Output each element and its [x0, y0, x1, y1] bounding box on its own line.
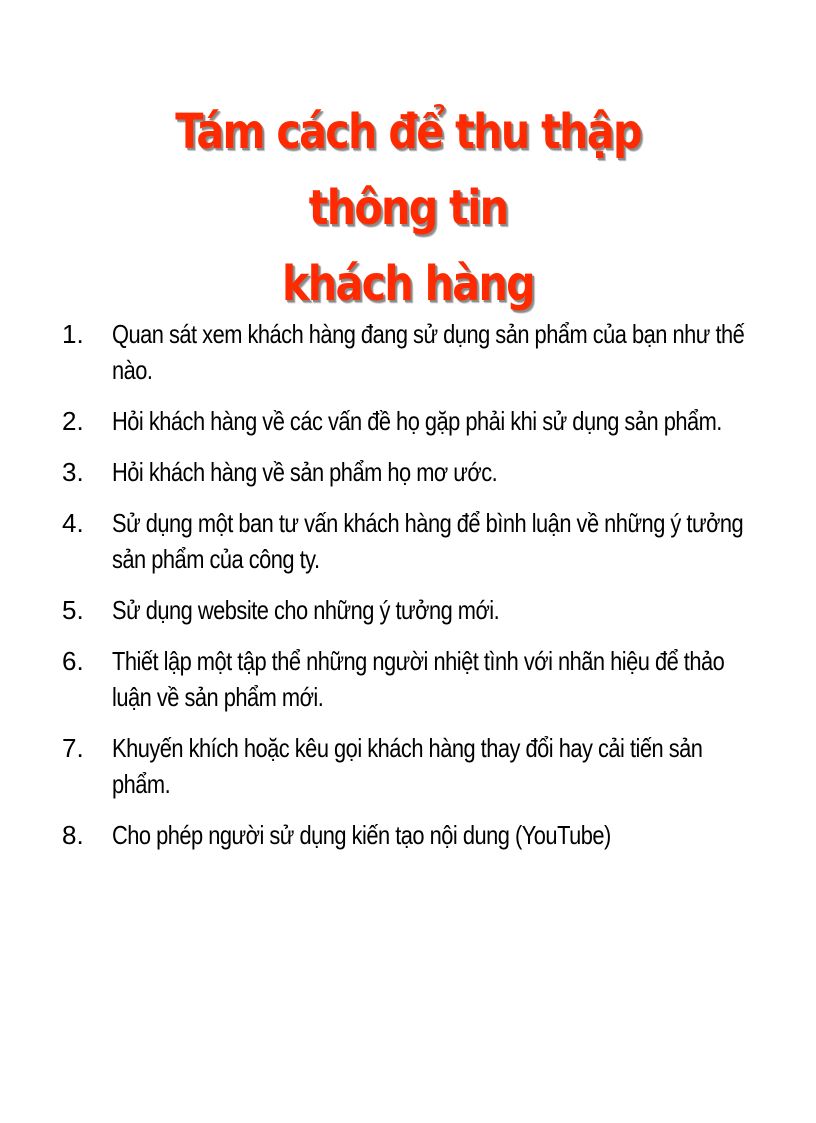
page-title — [109, 94, 708, 322]
list-item — [62, 643, 762, 715]
list-item — [62, 403, 762, 439]
list-item-text: Sử dụng website cho những ý tưởng mới. — [112, 595, 500, 625]
list-item-number: 7. — [62, 733, 84, 763]
numbered-list — [62, 316, 762, 868]
list-item — [62, 730, 762, 802]
title-line-2: khách hàng — [282, 256, 534, 312]
list-item-number: 1. — [62, 319, 84, 349]
list-item — [62, 505, 762, 577]
list-item — [62, 316, 762, 388]
list-item-text: Khuyến khích hoặc kêu gọi khách hàng thay đổi hay cải tiến sản phẩm. — [112, 733, 703, 799]
list-item — [62, 592, 762, 628]
list-item-number: 6. — [62, 646, 84, 676]
list-item-text: Cho phép người sử dụng kiến tạo nội dung (YouTube) — [112, 820, 611, 850]
list-item-text: Sử dụng một ban tư vấn khách hàng để bình luận về những ý tưởng sản phẩm của công ty. — [112, 508, 744, 574]
list-item-number: 5. — [62, 595, 84, 625]
list-item — [62, 817, 762, 853]
list-item-number: 3. — [62, 457, 84, 487]
list-item-number: 2. — [62, 406, 84, 436]
title-line-1: Tám cách để thu thập thông tin — [175, 104, 641, 236]
list-item — [62, 454, 762, 490]
list-item-text: Thiết lập một tập thể những người nhiệt tình với nhãn hiệu để thảo luận về sản phẩm mới. — [112, 646, 725, 712]
list-item-text: Quan sát xem khách hàng đang sử dụng sản phẩm của bạn như thế nào. — [112, 319, 745, 385]
list-item-text: Hỏi khách hàng về sản phẩm họ mơ ước. — [112, 457, 498, 487]
list-item-text: Hỏi khách hàng về các vấn đề họ gặp phải khi sử dụng sản phẩm. — [112, 406, 722, 436]
list-item-number: 8. — [62, 820, 84, 850]
list-item-number: 4. — [62, 508, 84, 538]
